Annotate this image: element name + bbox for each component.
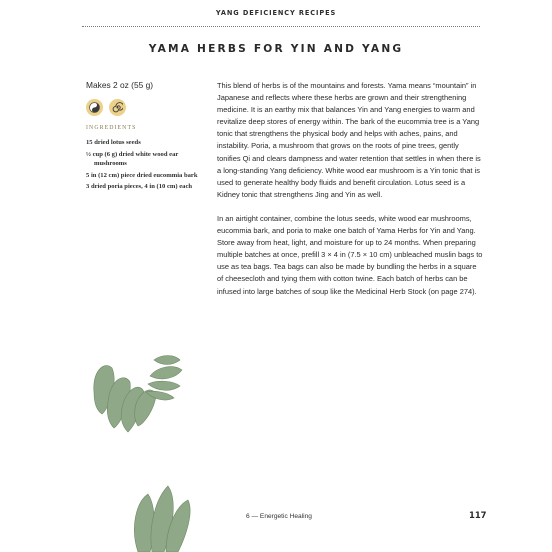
yield: Makes 2 oz (55 g) — [86, 80, 154, 90]
eucommia-leaf-illustration — [84, 352, 194, 442]
ingredients-list — [86, 138, 202, 192]
method-paragraph: In an airtight container, combine the lotus seeds, white wood ear mushrooms, eucommia bark, and poria to make one batch of Yama Herbs for Yin and Yang. Store away from heat, light, and moisture for up to 24 months. When preparing multiple batches at once, prefill 3 × 4 in (7.5 × 10 cm) unbleached muslin bags to use as tea bags. Tea bags can also be made by bundling the herbs in a square of cheesecloth and tying them with cotton twine. Each batch of herbs can be infused into large batches of soup like the Medicinal Herb Stock (on page 274). — [217, 213, 483, 296]
lotus-leaf-illustration — [126, 472, 206, 552]
energy-badges — [86, 99, 202, 116]
ingredient-item: 5 in (12 cm) piece dried eucommia bark — [86, 171, 198, 179]
recipe-title: YAMA HERBS FOR YIN AND YANG — [148, 43, 404, 55]
recipe-sidebar — [86, 80, 202, 194]
ingredients-heading: INGREDIENTS — [86, 125, 137, 131]
ingredient-item: ½ cup (6 g) dried white wood ear mushrooms — [86, 150, 179, 168]
dotted-rule — [82, 26, 480, 27]
page-number: 117 — [469, 510, 487, 520]
intro-paragraph: This blend of herbs is of the mountains and forests. Yama means “mountain” in Japanese and reflects where these herbs are grown and their strengthening medicine. It is an earthy mix that balances Yin and Yang energies to warm and revitalize deep stores of energy within. The bark of the eucommia tree is a Yang tonic that strengthens the physical body and helps with aches, pains, and instability. Poria, a mushroom that grows on the roots of pine trees, gently tonifies Qi and clears dampness and water retention that settles in when there is a long-standing Yang deficiency. White wood ear mushroom is a Yin tonic that is used to generate healthy body fluids and benefit circulation. Lotus seed is a Kidney tonic that strengthens Jing and Yin as well. — [217, 81, 481, 199]
footer-section-label: 6 — Energetic Healing — [246, 513, 312, 520]
running-head: YANG DEFICIENCY RECIPES — [215, 9, 337, 17]
ingredient-item: 3 dried poria pieces, 4 in (10 cm) each — [86, 183, 193, 191]
ingredient-item: 15 dried lotus seeds — [86, 139, 141, 146]
swirl-icon — [109, 99, 126, 116]
yin-yang-icon — [86, 99, 103, 116]
recipe-body — [217, 80, 483, 310]
